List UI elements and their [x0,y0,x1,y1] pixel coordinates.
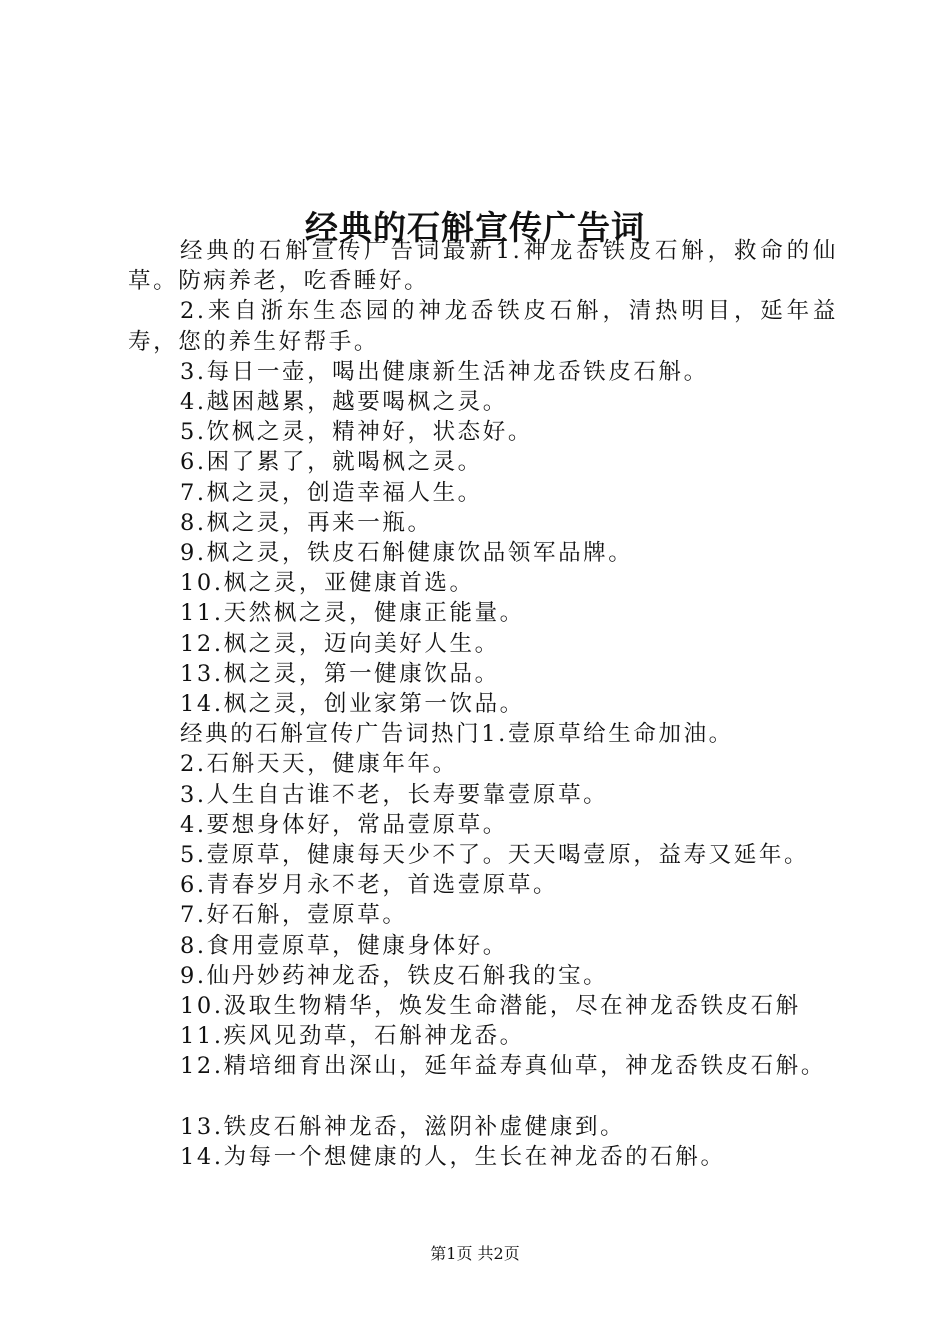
slogan-line: 7.枫之灵，创造幸福人生。 [180,479,483,506]
slogan-line: 6.青春岁月永不老，首选壹原草。 [180,872,559,899]
blank-line [128,1082,838,1112]
slogan-line: 10.汲取生物精华，焕发生命潜能，尽在神龙岙铁皮石斛 [180,993,801,1020]
slogan-line: 5.壹原草，健康每天少不了。天天喝壹原，益寿又延年。 [180,842,810,869]
slogan-line: 7.好石斛，壹原草。 [180,902,408,929]
paragraph: 经典的石斛宣传广告词最新1.神龙岙铁皮石斛，救命的仙草。防病养老，吃香睡好。 [128,238,838,295]
slogan-line: 13.铁皮石斛神龙岙，滋阴补虚健康到。 [180,1113,626,1140]
slogan-line: 8.食用壹原草，健康身体好。 [180,932,508,959]
slogan-line: 经典的石斛宣传广告词热门1.壹原草给生命加油。 [180,721,734,748]
paragraph: 2.来自浙东生态园的神龙岙铁皮石斛，清热明目，延年益寿，您的养生好帮手。 [128,298,838,355]
slogan-line: 11.天然枫之灵，健康正能量。 [180,600,525,627]
page-footer: 第1页 共2页 [430,1244,520,1263]
slogan-line: 9.枫之灵，铁皮石斛健康饮品领军品牌。 [180,540,634,567]
slogan-line: 5.饮枫之灵，精神好，状态好。 [180,419,533,446]
slogan-line: 10.枫之灵，亚健康首选。 [180,570,475,597]
document-title: 经典的石斛宣传广告词 [305,208,645,248]
slogan-line: 8.枫之灵，再来一瓶。 [180,509,433,536]
slogan-list [128,357,838,1082]
slogan-line: 14.枫之灵，创业家第一饮品。 [180,691,525,718]
slogan-line: 6.困了累了，就喝枫之灵。 [180,449,483,476]
slogan-line: 4.要想身体好，常品壹原草。 [180,811,508,838]
slogan-line: 3.人生自古谁不老，长寿要靠壹原草。 [180,781,609,808]
slogan-line: 2.石斛天天，健康年年。 [180,751,458,778]
slogan-line: 11.疾风见劲草，石斛神龙岙。 [180,1023,525,1050]
slogan-line: 14.为每一个想健康的人，生长在神龙岙的石斛。 [180,1144,726,1171]
document-body [128,236,838,1172]
slogan-line: 4.越困越累，越要喝枫之灵。 [180,389,508,416]
slogan-line: 3.每日一壶，喝出健康新生活神龙岙铁皮石斛。 [180,358,709,385]
slogan-line: 12.枫之灵，迈向美好人生。 [180,630,500,657]
slogan-list [128,1112,838,1172]
slogan-line: 9.仙丹妙药神龙岙，铁皮石斛我的宝。 [180,962,609,989]
slogan-line: 13.枫之灵，第一健康饮品。 [180,660,500,687]
slogan-line: 12.精培细育出深山，延年益寿真仙草，神龙岙铁皮石斛。 [180,1053,826,1080]
